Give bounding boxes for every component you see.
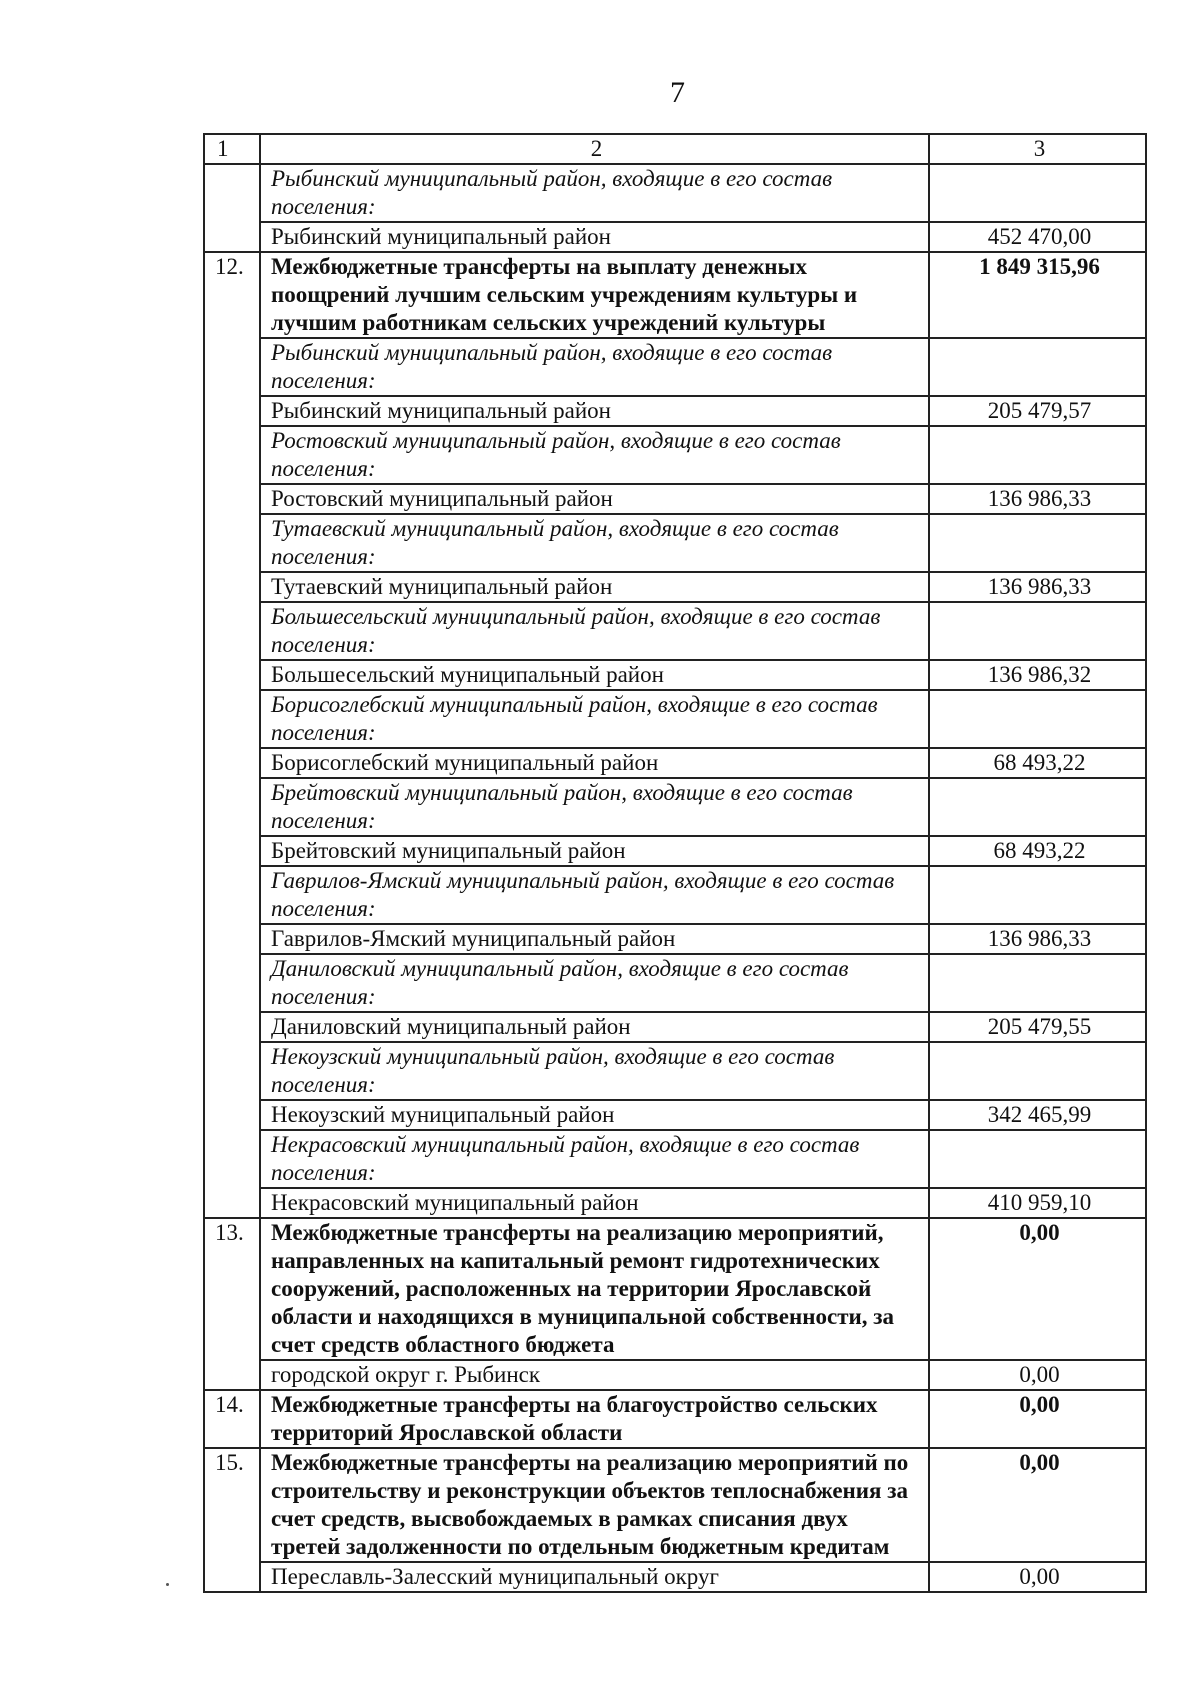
district-group-label: Брейтовский муниципальный район, входящие в его состав поселения:: [260, 778, 929, 836]
amount-cell: [929, 514, 1146, 572]
table-row: [204, 252, 1146, 338]
amount-cell: 136 986,32: [929, 660, 1146, 690]
transfer-total-amount: 0,00: [929, 1218, 1146, 1360]
table-row: [204, 1188, 1146, 1218]
amount-cell: [929, 866, 1146, 924]
recipient-name: Рыбинский муниципальный район: [260, 222, 929, 252]
recipient-name: Тутаевский муниципальный район: [260, 572, 929, 602]
table-row: [204, 572, 1146, 602]
item-number: 15.: [204, 1448, 260, 1592]
amount-cell: [929, 778, 1146, 836]
table-row: [204, 1130, 1146, 1188]
district-group-label: Гаврилов-Ямский муниципальный район, входящие в его состав поселения:: [260, 866, 929, 924]
recipient-name: Борисоглебский муниципальный район: [260, 748, 929, 778]
transfer-title: Межбюджетные трансферты на реализацию мероприятий по строительству и реконструкции объектов теплоснабжения за счет средств, высвобождаемых в рамках списания двух третей задолженности по отдельным бюджетным кредитам: [260, 1448, 929, 1562]
table-row: [204, 1562, 1146, 1592]
table-row: [204, 1390, 1146, 1448]
district-group-label: Ростовский муниципальный район, входящие в его состав поселения:: [260, 426, 929, 484]
amount-cell: 68 493,22: [929, 748, 1146, 778]
recipient-name: Ростовский муниципальный район: [260, 484, 929, 514]
amount-cell: 342 465,99: [929, 1100, 1146, 1130]
item-number: 12.: [204, 252, 260, 1218]
table-row: [204, 222, 1146, 252]
header-col-1: 1: [204, 134, 260, 164]
amount-cell: 0,00: [929, 1562, 1146, 1592]
table-row: [204, 1012, 1146, 1042]
amount-cell: 136 986,33: [929, 572, 1146, 602]
amount-cell: [929, 426, 1146, 484]
table-row: [204, 396, 1146, 426]
amount-cell: 410 959,10: [929, 1188, 1146, 1218]
amount-cell: 452 470,00: [929, 222, 1146, 252]
item-number: 13.: [204, 1218, 260, 1390]
table-row: [204, 1448, 1146, 1562]
amount-cell: [929, 338, 1146, 396]
recipient-name: Переславль-Залесский муниципальный округ: [260, 1562, 929, 1592]
recipient-name: Гаврилов-Ямский муниципальный район: [260, 924, 929, 954]
district-group-label: Борисоглебский муниципальный район, входящие в его состав поселения:: [260, 690, 929, 748]
district-group-label: Рыбинский муниципальный район, входящие в его состав поселения:: [260, 338, 929, 396]
table-row: [204, 338, 1146, 396]
transfer-total-amount: 0,00: [929, 1390, 1146, 1448]
table-row: [204, 1042, 1146, 1100]
table-row: [204, 1218, 1146, 1360]
amount-cell: 205 479,57: [929, 396, 1146, 426]
table-row: [204, 514, 1146, 572]
transfer-title: Межбюджетные трансферты на реализацию мероприятий, направленных на капитальный ремонт гидротехнических сооружений, расположенных на территории Ярославской области и находящихся в муниципальной собственности, за счет средств областного бюджета: [260, 1218, 929, 1360]
amount-cell: 68 493,22: [929, 836, 1146, 866]
item-number: 14.: [204, 1390, 260, 1448]
recipient-name: Некоузский муниципальный район: [260, 1100, 929, 1130]
table-row: [204, 690, 1146, 748]
amount-cell: [929, 1130, 1146, 1188]
table-header-row: [204, 134, 1146, 164]
recipient-name: Даниловский муниципальный район: [260, 1012, 929, 1042]
table-row: [204, 778, 1146, 836]
amount-cell: [929, 164, 1146, 222]
table-row: [204, 924, 1146, 954]
transfer-total-amount: 1 849 315,96: [929, 252, 1146, 338]
header-col-2: 2: [260, 134, 929, 164]
transfer-title: Межбюджетные трансферты на благоустройство сельских территорий Ярославской области: [260, 1390, 929, 1448]
amount-cell: 136 986,33: [929, 484, 1146, 514]
amount-cell: 0,00: [929, 1360, 1146, 1390]
table-row: [204, 1100, 1146, 1130]
item-number: [204, 164, 260, 252]
amount-cell: 205 479,55: [929, 1012, 1146, 1042]
scan-speck: [166, 1583, 169, 1586]
recipient-name: Рыбинский муниципальный район: [260, 396, 929, 426]
table-row: [204, 836, 1146, 866]
district-group-label: Некрасовский муниципальный район, входящие в его состав поселения:: [260, 1130, 929, 1188]
table-row: [204, 954, 1146, 1012]
district-group-label: Даниловский муниципальный район, входящие в его состав поселения:: [260, 954, 929, 1012]
table-row: [204, 748, 1146, 778]
table-row: [204, 866, 1146, 924]
table-row: [204, 484, 1146, 514]
table-row: [204, 164, 1146, 222]
recipient-name: городской округ г. Рыбинск: [260, 1360, 929, 1390]
amount-cell: 136 986,33: [929, 924, 1146, 954]
recipient-name: Некрасовский муниципальный район: [260, 1188, 929, 1218]
transfer-total-amount: 0,00: [929, 1448, 1146, 1562]
amount-cell: [929, 1042, 1146, 1100]
table-row: [204, 426, 1146, 484]
table-row: [204, 660, 1146, 690]
recipient-name: Большесельский муниципальный район: [260, 660, 929, 690]
amount-cell: [929, 690, 1146, 748]
header-col-3: 3: [929, 134, 1146, 164]
table-row: [204, 1360, 1146, 1390]
recipient-name: Брейтовский муниципальный район: [260, 836, 929, 866]
district-group-label: Тутаевский муниципальный район, входящие в его состав поселения:: [260, 514, 929, 572]
district-group-label: Некоузский муниципальный район, входящие в его состав поселения:: [260, 1042, 929, 1100]
amount-cell: [929, 602, 1146, 660]
page-number: 7: [670, 76, 685, 109]
table-row: [204, 602, 1146, 660]
amount-cell: [929, 954, 1146, 1012]
district-group-label: Рыбинский муниципальный район, входящие в его состав поселения:: [260, 164, 929, 222]
transfer-title: Межбюджетные трансферты на выплату денежных поощрений лучшим сельским учреждениям культуры и лучшим работникам сельских учреждений культуры: [260, 252, 929, 338]
district-group-label: Большесельский муниципальный район, входящие в его состав поселения:: [260, 602, 929, 660]
transfers-table: [203, 133, 1147, 1593]
